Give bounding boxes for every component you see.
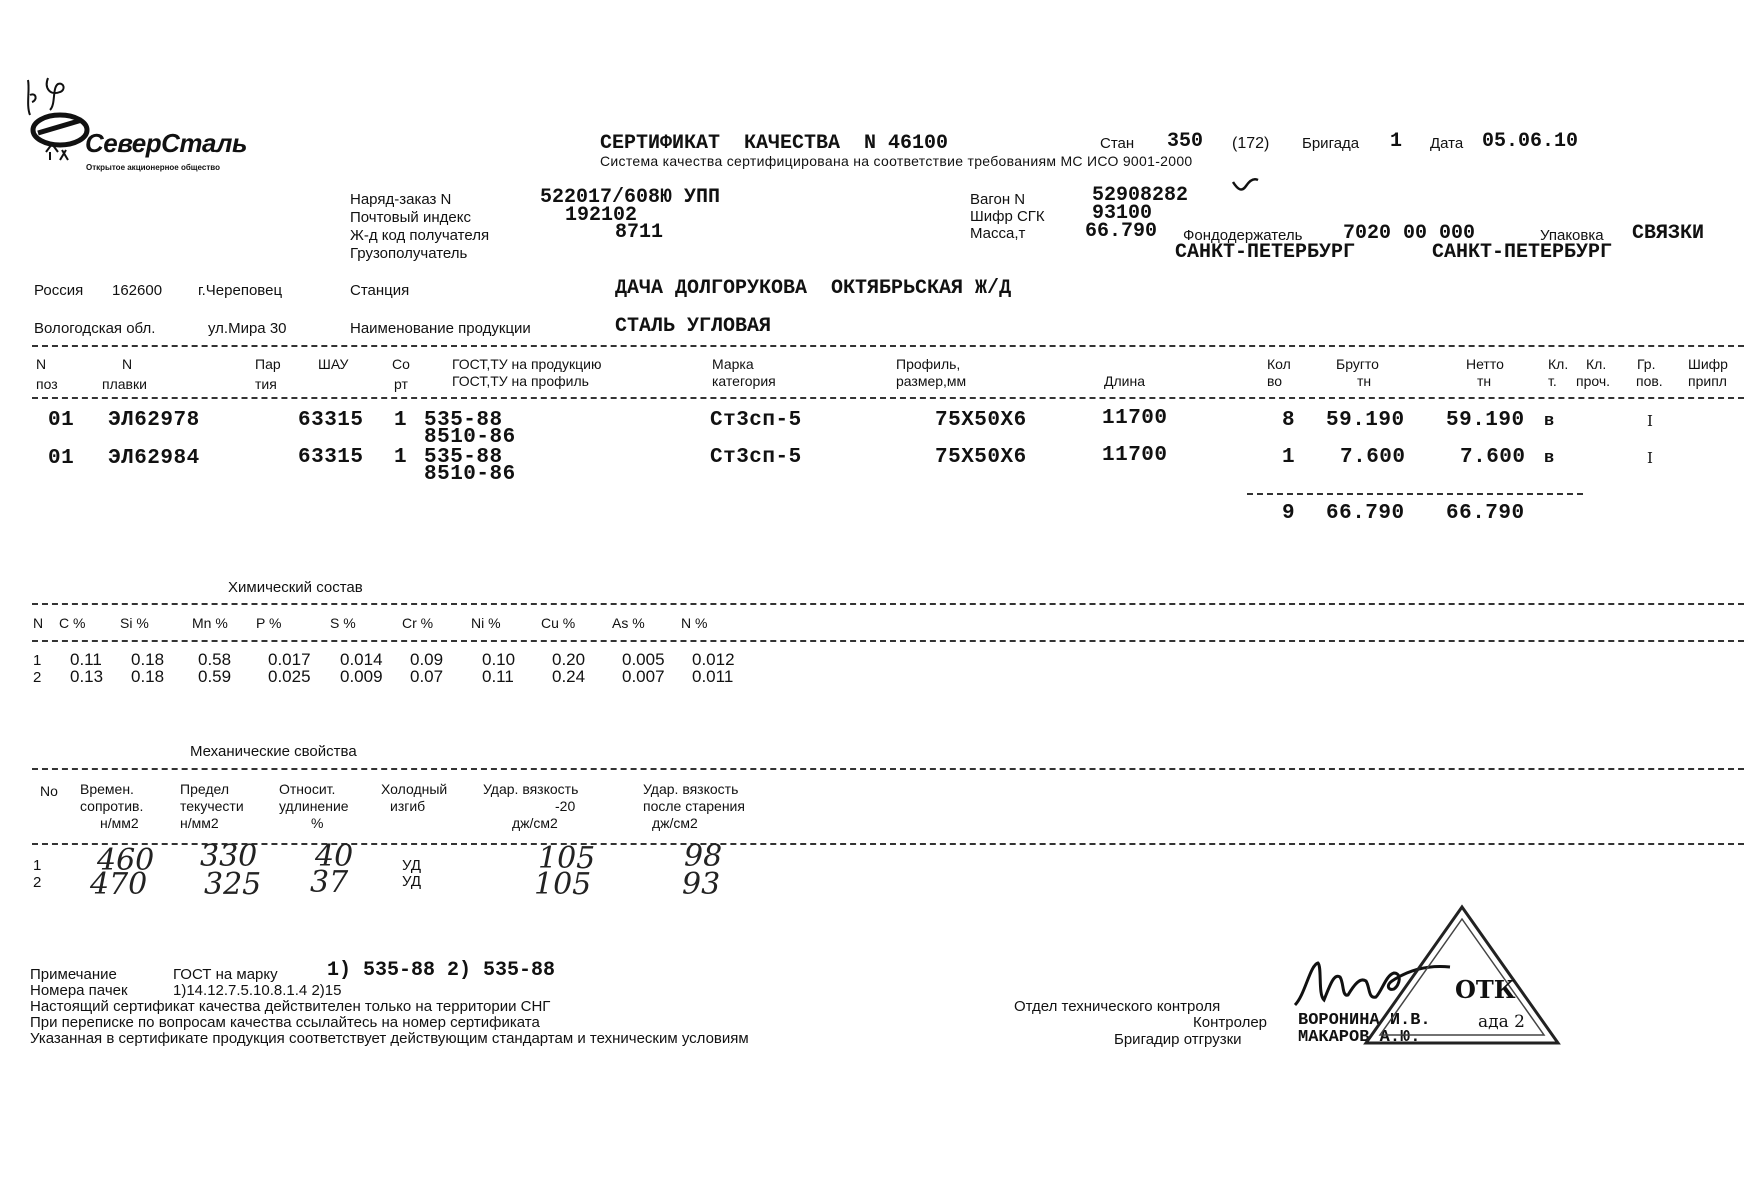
- city-1: САНКТ-ПЕТЕРБУРГ: [1175, 241, 1356, 264]
- station-value: ДАЧА ДОЛГОРУКОВА ОКТЯБРЬСКАЯ Ж/Д: [615, 277, 1012, 300]
- qc-department: Отдел технического контроля: [1014, 998, 1221, 1015]
- chem-cell: 0.005: [622, 650, 665, 669]
- col-header-party: Пар: [255, 356, 281, 372]
- rail-code-label: Ж-д код получателя: [350, 227, 490, 244]
- region: Вологодская обл.: [34, 320, 156, 337]
- row-class: в: [1544, 412, 1555, 431]
- chem-h-c: C %: [59, 615, 86, 631]
- col-header-class-l2: т.: [1548, 373, 1557, 389]
- chem-h-cr: Cr %: [402, 615, 434, 631]
- chem-cell: 0.025: [268, 667, 311, 686]
- chem-cell: 0.007: [622, 667, 665, 686]
- mech-h3: Относит.: [279, 781, 336, 797]
- mech-top-rule: [32, 768, 1744, 770]
- row-sort: 1: [394, 409, 408, 432]
- chem-cell: 0.10: [482, 650, 516, 669]
- chem-cell: 0.011: [692, 667, 734, 686]
- company-name: СеверСталь: [85, 128, 247, 158]
- cipher-label: Шифр СГК: [970, 208, 1045, 225]
- row-length: 11700: [1102, 444, 1168, 467]
- chem-h-n: N: [33, 615, 44, 631]
- col-header-net-l2: тн: [1477, 373, 1492, 389]
- mech-bend: УД: [402, 857, 422, 874]
- mech-h-no: No: [40, 783, 58, 799]
- row-profile: 75X50X6: [935, 446, 1027, 469]
- row-gost1: 535-88: [424, 409, 503, 432]
- stan-label: Стан: [1100, 135, 1135, 152]
- street: ул.Мира 30: [208, 320, 287, 337]
- check-mark-icon: [1230, 176, 1262, 198]
- col-header-heat-l2: плавки: [102, 376, 147, 392]
- chem-header-rule: [32, 640, 1744, 642]
- mech-impact-aged: 98: [684, 839, 723, 874]
- row-net: 7.600: [1460, 446, 1526, 469]
- row-gost2: 8510-86: [424, 426, 516, 449]
- mech-h6: Удар. вязкость: [643, 781, 739, 797]
- row-sort: 1: [394, 446, 408, 469]
- row-net: 59.190: [1446, 409, 1525, 432]
- mech-elongation: 37: [310, 865, 349, 900]
- mech-bend: УД: [402, 873, 422, 890]
- mech-h2: текучести: [180, 798, 244, 814]
- row-party: 63315: [298, 446, 364, 469]
- city: г.Череповец: [198, 282, 283, 299]
- col-header-profile-l2: размер,мм: [896, 373, 967, 389]
- chem-h-mn: Mn %: [192, 615, 228, 631]
- total-gross: 66.790: [1326, 502, 1405, 525]
- severstal-logo-icon: [30, 108, 92, 170]
- mech-n: 1: [33, 857, 42, 874]
- row-gross: 7.600: [1340, 446, 1406, 469]
- col-header-heat: N: [122, 356, 133, 372]
- stan-extra: (172): [1232, 135, 1270, 152]
- note-line-3: Указанная в сертификате продукция соответствует действующим стандартам и техническим условиям: [30, 1030, 749, 1047]
- mech-h3: удлинение: [279, 798, 349, 814]
- city-2: САНКТ-ПЕТЕРБУРГ: [1432, 241, 1613, 264]
- country: Россия: [34, 282, 84, 299]
- consignee-label: Грузополучатель: [350, 245, 468, 262]
- brigade-value: 1: [1390, 130, 1403, 153]
- mech-h2: Предел: [180, 781, 229, 797]
- mech-h1: Времен.: [80, 781, 134, 797]
- chem-cell: 0.012: [692, 650, 735, 669]
- mech-impact: 105: [534, 867, 592, 902]
- foreman-label: Бригадир отгрузки: [1114, 1031, 1242, 1048]
- pack-label: Упаковка: [1540, 227, 1604, 244]
- col-header-shau: ШАУ: [318, 356, 349, 372]
- col-header-sort-l2: рт: [394, 376, 408, 392]
- mech-h5: Удар. вязкость: [483, 781, 579, 797]
- row-heat: ЭЛ62984: [108, 447, 200, 470]
- mech-h6: дж/см2: [652, 815, 698, 831]
- row-qty: 8: [1282, 409, 1296, 432]
- mass-value: 66.790: [1085, 220, 1158, 243]
- postcode-value: 192102: [565, 204, 638, 227]
- rail-code-value: 8711: [615, 221, 664, 244]
- total-net: 66.790: [1446, 502, 1525, 525]
- mech-tensile: 470: [90, 867, 148, 902]
- col-header-gost-l2: ГОСТ,ТУ на профиль: [452, 373, 589, 389]
- stamp-top-text: ОТК: [1455, 975, 1516, 1004]
- chem-cell: 0.59: [198, 667, 232, 686]
- col-header-qty: Кол: [1267, 356, 1291, 372]
- col-header-pos: N: [36, 356, 47, 372]
- bundle-label: Номера пачек: [30, 982, 128, 999]
- bundle-value: 1)14.12.7.5.10.8.1.4 2)15: [173, 982, 342, 999]
- mech-h5: -20: [555, 798, 576, 814]
- col-header-sort: Со: [392, 356, 410, 372]
- chem-cell: 0.11: [70, 650, 102, 669]
- chem-cell: 0.20: [552, 650, 586, 669]
- postcode-label: Почтовый индекс: [350, 209, 471, 226]
- col-header-strength-l2: проч.: [1576, 373, 1611, 389]
- date-value: 05.06.10: [1482, 130, 1579, 153]
- row-profile: 75X50X6: [935, 409, 1027, 432]
- col-header-grade: Марка: [712, 356, 754, 372]
- chem-cell: 0.13: [70, 667, 104, 686]
- date-label: Дата: [1430, 135, 1464, 152]
- mech-yield: 325: [204, 867, 262, 902]
- chem-cell: 0.017: [268, 650, 311, 669]
- mech-tensile: 460: [97, 843, 155, 878]
- mass-label: Масса,т: [970, 225, 1026, 242]
- wagon-value: 52908282: [1092, 184, 1189, 207]
- chem-cell: 0.009: [340, 667, 383, 686]
- chem-cell: 0.11: [482, 667, 514, 686]
- chem-cell: 2: [33, 669, 42, 686]
- col-header-surface: Гр.: [1637, 356, 1656, 372]
- col-header-gross: Бругто: [1336, 356, 1379, 372]
- stamp-bottom-text: ада 2: [1478, 1012, 1525, 1032]
- note-label: Примечание: [30, 966, 117, 983]
- row-party: 63315: [298, 409, 364, 432]
- chem-cell: 1: [33, 652, 42, 669]
- col-header-length: Длина: [1104, 373, 1145, 389]
- chem-cell: 0.09: [410, 650, 444, 669]
- row-heat: ЭЛ62978: [108, 409, 200, 432]
- chem-h-as: As %: [612, 615, 645, 631]
- mech-impact: 105: [538, 841, 596, 876]
- row-grade: Ст3сп-5: [710, 409, 802, 432]
- mech-title: Механические свойства: [190, 743, 357, 760]
- certificate-title: СЕРТИФИКАТ КАЧЕСТВА N 46100: [600, 132, 949, 155]
- controller-name: ВОРОНИНА И.В.: [1298, 1011, 1431, 1030]
- station-label: Станция: [350, 282, 410, 299]
- foreman-name: МАКАРОВ А.Ю.: [1298, 1028, 1421, 1047]
- order-label: Наряд-заказ N: [350, 191, 452, 208]
- mech-h2: н/мм2: [180, 815, 219, 831]
- main-table-header-rule: [32, 397, 1744, 399]
- product-value: СТАЛЬ УГЛОВАЯ: [615, 315, 772, 338]
- chem-h-p: P %: [256, 615, 282, 631]
- row-grade: Ст3сп-5: [710, 446, 802, 469]
- col-header-surface-l2: пов.: [1636, 373, 1663, 389]
- product-label: Наименование продукции: [350, 320, 531, 337]
- col-header-class: Кл.: [1548, 356, 1569, 372]
- row-pos: 01: [48, 447, 75, 470]
- fund-value: 7020 00 000: [1343, 222, 1476, 245]
- zip: 162600: [112, 282, 163, 299]
- row-gost1: 535-88: [424, 446, 503, 469]
- total-qty: 9: [1282, 502, 1296, 525]
- chem-h-cu: Cu %: [541, 615, 576, 631]
- row-group: I: [1647, 412, 1653, 430]
- cipher-value: 93100: [1092, 202, 1153, 225]
- chem-cell: 0.07: [410, 667, 444, 686]
- gost-label: ГОСТ на марку: [173, 966, 278, 983]
- stan-value: 350: [1167, 130, 1204, 153]
- controller-label: Контролер: [1193, 1014, 1268, 1031]
- chem-top-rule: [32, 603, 1744, 605]
- gost-value: 1) 535-88 2) 535-88: [327, 959, 556, 982]
- mech-h1: сопротив.: [80, 798, 144, 814]
- col-header-gost: ГОСТ,ТУ на продукцию: [452, 356, 602, 372]
- mech-h4: Холодный: [381, 781, 448, 797]
- chem-cell: 0.24: [552, 667, 586, 686]
- chem-cell: 0.58: [198, 650, 232, 669]
- col-header-gross-l2: тн: [1357, 373, 1372, 389]
- col-header-cipher-l2: припл: [1688, 373, 1727, 389]
- mech-h3: %: [311, 815, 324, 831]
- chem-title: Химический состав: [228, 579, 363, 596]
- company-subtitle: Открытое акционерное общество: [86, 163, 220, 172]
- row-gost2: 8510-86: [424, 463, 516, 486]
- chem-cell: 0.18: [131, 667, 165, 686]
- mech-elongation: 40: [315, 839, 354, 874]
- mech-h1: н/мм2: [100, 815, 139, 831]
- col-header-profile: Профиль,: [896, 356, 961, 372]
- row-qty: 1: [1282, 446, 1296, 469]
- mech-h6: после старения: [643, 798, 745, 814]
- totals-rule: [1247, 493, 1583, 495]
- pack-value: СВЯЗКИ: [1632, 222, 1705, 245]
- mech-h5: дж/см2: [512, 815, 558, 831]
- note-line-1: Настоящий сертификат качества действителен только на территории СНГ: [30, 998, 551, 1015]
- col-header-cipher: Шифр: [1688, 356, 1728, 372]
- fund-label: Фондодержатель: [1183, 227, 1303, 244]
- mech-n: 2: [33, 874, 42, 891]
- chem-h-si: Si %: [120, 615, 149, 631]
- order-value: 522017/608Ю УПП: [540, 186, 721, 209]
- chem-h-s: S %: [330, 615, 356, 631]
- chem-h-ni: Ni %: [471, 615, 501, 631]
- chem-cell: 0.014: [340, 650, 383, 669]
- main-table-top-rule: [32, 345, 1744, 347]
- row-pos: 01: [48, 409, 75, 432]
- col-header-qty-l2: во: [1267, 373, 1283, 389]
- mech-yield: 330: [200, 839, 258, 874]
- col-header-net: Нетто: [1466, 356, 1504, 372]
- col-header-grade-l2: категория: [712, 373, 776, 389]
- wagon-label: Вагон N: [970, 191, 1026, 208]
- row-gross: 59.190: [1326, 409, 1405, 432]
- quality-system-note: Система качества сертифицирована на соответствие требованиям МС ИСО 9001-2000: [600, 153, 1193, 169]
- mech-header-rule: [32, 843, 1744, 845]
- col-header-party-l2: тия: [255, 376, 277, 392]
- col-header-pos-l2: поз: [36, 376, 58, 392]
- col-header-strength: Кл.: [1586, 356, 1607, 372]
- note-line-2: При переписке по вопросам качества ссылайтесь на номер сертификата: [30, 1014, 540, 1031]
- mech-h4: изгиб: [390, 798, 426, 814]
- mech-impact-aged: 93: [682, 867, 721, 902]
- row-group: I: [1647, 449, 1653, 467]
- chem-cell: 0.18: [131, 650, 165, 669]
- row-length: 11700: [1102, 407, 1168, 430]
- brigade-label: Бригада: [1302, 135, 1360, 152]
- row-class: в: [1544, 449, 1555, 468]
- chem-h-n2: N %: [681, 615, 708, 631]
